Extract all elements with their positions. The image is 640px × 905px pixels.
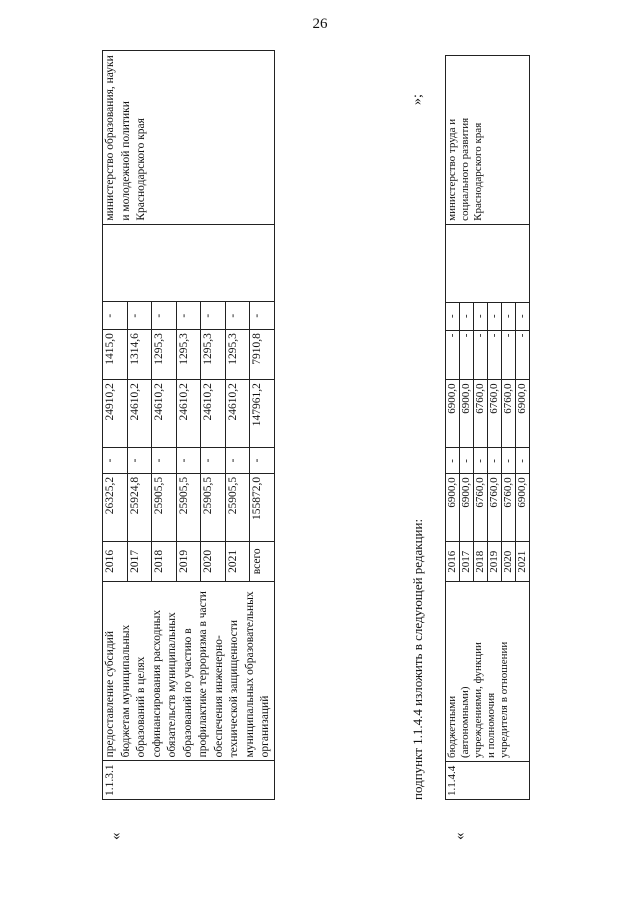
- regional-cell: 6900,0: [516, 380, 530, 448]
- year-cell: 2017: [460, 542, 474, 582]
- responsible-cell: министерство труда и социального развития Краснодарского края: [446, 56, 530, 225]
- regional-cell: 147961,2: [250, 380, 275, 448]
- other-cell: -: [201, 302, 226, 330]
- description-line: (автономными): [459, 686, 471, 759]
- total-cell: 6900,0: [446, 474, 460, 542]
- other-cell: -: [127, 302, 152, 330]
- program-table-2: [445, 55, 530, 800]
- result-cell: [103, 224, 275, 302]
- item-code: 1.1.3.1: [103, 761, 275, 800]
- responsible-cell: министерство образования, науки и молодежной политики Краснодарского края: [103, 51, 275, 225]
- other-cell: -: [152, 302, 177, 330]
- year-cell: 2016: [103, 541, 128, 581]
- local-cell: -: [502, 330, 516, 380]
- regional-cell: 6900,0: [460, 380, 474, 448]
- local-cell: -: [446, 330, 460, 380]
- close-quote: »;: [410, 94, 425, 105]
- year-cell: всего: [250, 541, 275, 581]
- page-number: 26: [312, 16, 328, 32]
- total-cell: 25905,5: [201, 473, 226, 541]
- total-cell: 25905,5: [152, 473, 177, 541]
- local-cell: 1295,3: [201, 330, 226, 380]
- local-cell: 7910,8: [250, 330, 275, 380]
- local-cell: 1314,6: [127, 330, 152, 380]
- other-cell: -: [474, 302, 488, 330]
- regional-cell: 6900,0: [446, 380, 460, 448]
- year-cell: 2020: [201, 541, 226, 581]
- local-cell: 1295,3: [225, 330, 250, 380]
- federal-cell: -: [488, 448, 502, 474]
- regional-cell: 24610,2: [225, 380, 250, 448]
- item-code: 1.1.4.4: [446, 762, 530, 800]
- program-table-1: [102, 50, 275, 800]
- regional-cell: 24610,2: [176, 380, 201, 448]
- year-cell: 2016: [446, 542, 460, 582]
- federal-cell: -: [502, 448, 516, 474]
- description-line: учредителя в отношении: [498, 641, 510, 759]
- federal-cell: -: [103, 448, 128, 474]
- other-cell: -: [103, 302, 128, 330]
- open-quote-2: «: [452, 832, 468, 840]
- federal-cell: -: [446, 448, 460, 474]
- subpoint-note: подпункт 1.1.4.4 изложить в следующей редакции:: [410, 518, 425, 800]
- regional-cell: 24610,2: [152, 380, 177, 448]
- total-cell: 6760,0: [502, 474, 516, 542]
- federal-cell: -: [225, 448, 250, 474]
- local-cell: 1295,3: [152, 330, 177, 380]
- other-cell: -: [516, 302, 530, 330]
- local-cell: 1295,3: [176, 330, 201, 380]
- total-cell: 26325,2: [103, 473, 128, 541]
- year-cell: 2019: [176, 541, 201, 581]
- total-cell: 25905,5: [225, 473, 250, 541]
- item-description: [446, 582, 530, 762]
- other-cell: -: [446, 302, 460, 330]
- table-row: [103, 51, 128, 800]
- other-cell: -: [502, 302, 516, 330]
- other-cell: -: [250, 302, 275, 330]
- federal-cell: -: [152, 448, 177, 474]
- rotated-page: [80, 55, 550, 840]
- federal-cell: -: [460, 448, 474, 474]
- item-description: предоставление субсидий бюджетам муниципальных образований в целях софинансирования расходных обязательств муниципальных образований по участию в профилактике терроризма в части обеспечения инженерно-технической защищенности муниципальных образовательных организаций: [103, 581, 275, 761]
- other-cell: -: [176, 302, 201, 330]
- federal-cell: -: [176, 448, 201, 474]
- local-cell: -: [516, 330, 530, 380]
- year-cell: 2018: [152, 541, 177, 581]
- total-cell: 6760,0: [474, 474, 488, 542]
- local-cell: -: [474, 330, 488, 380]
- result-cell: [446, 224, 530, 302]
- regional-cell: 6760,0: [488, 380, 502, 448]
- regional-cell: 24610,2: [127, 380, 152, 448]
- regional-cell: 6760,0: [502, 380, 516, 448]
- description-line: учреждениями, функции: [472, 642, 484, 759]
- year-cell: 2020: [502, 542, 516, 582]
- open-quote-1: «: [108, 832, 124, 840]
- total-cell: 25905,5: [176, 473, 201, 541]
- local-cell: -: [460, 330, 474, 380]
- federal-cell: -: [516, 448, 530, 474]
- regional-cell: 6760,0: [474, 380, 488, 448]
- federal-cell: -: [474, 448, 488, 474]
- local-cell: 1415,0: [103, 330, 128, 380]
- table-row: [446, 56, 460, 800]
- total-cell: 6900,0: [460, 474, 474, 542]
- year-cell: 2021: [516, 542, 530, 582]
- year-cell: 2021: [225, 541, 250, 581]
- total-cell: 6900,0: [516, 474, 530, 542]
- regional-cell: 24910,2: [103, 380, 128, 448]
- description-line: и полномочия: [485, 692, 497, 759]
- year-cell: 2017: [127, 541, 152, 581]
- federal-cell: -: [250, 448, 275, 474]
- local-cell: -: [488, 330, 502, 380]
- other-cell: -: [488, 302, 502, 330]
- federal-cell: -: [201, 448, 226, 474]
- description-line: бюджетными: [446, 695, 458, 759]
- year-cell: 2018: [474, 542, 488, 582]
- total-cell: 6760,0: [488, 474, 502, 542]
- total-cell: 25924,8: [127, 473, 152, 541]
- regional-cell: 24610,2: [201, 380, 226, 448]
- total-cell: 155872,0: [250, 473, 275, 541]
- year-cell: 2019: [488, 542, 502, 582]
- federal-cell: -: [127, 448, 152, 474]
- other-cell: -: [225, 302, 250, 330]
- other-cell: -: [460, 302, 474, 330]
